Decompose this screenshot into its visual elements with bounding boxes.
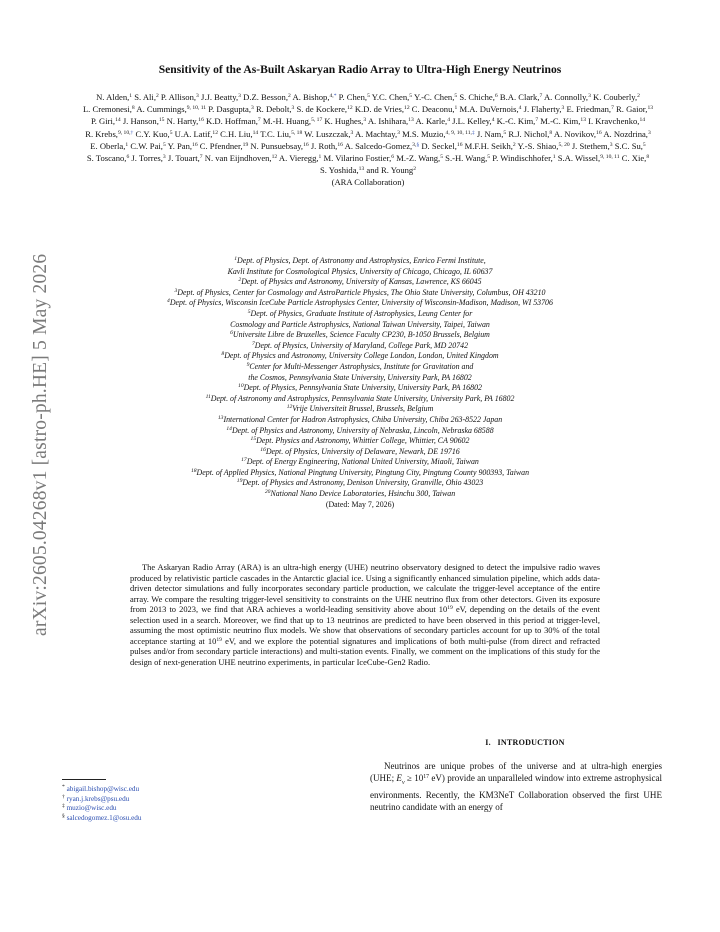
- author-affiliation-marker: 1: [318, 154, 322, 161]
- author-footnote-link[interactable]: ‡: [471, 129, 475, 136]
- intro-text-3: eV) provide an unparalleled window into extreme astrophysical environments. Recently, the KM3NeT Collaboration observed the first UHE neutrino candidate with an energy of: [370, 773, 662, 812]
- author-affiliation-marker: 6: [126, 154, 130, 161]
- abstract-text-2: eV, depending on the details of the event selection used in a search. Moreover, we find that up to 13 neutrinos are predicted to have been observed in this period at trigger-level, assuming the most optimistic neutrino flux models. We show that observations of secondary particles account for up to 30% of the total acceptance starting at 10: [130, 604, 600, 646]
- affiliation-text: Dept. of Physics, Graduate Institute of Astrophysics, Leung Center for: [250, 308, 473, 318]
- introduction-paragraph: [370, 760, 662, 813]
- author-affiliation-marker: 7: [611, 105, 614, 112]
- affiliation-text: Dept. of Physics, University of Delaware, Newark, DE 19716: [265, 446, 460, 456]
- author: J. Touart,: [167, 153, 200, 164]
- author: P. Chen,: [338, 92, 368, 102]
- author: M. Vilarino Fostier,: [323, 153, 392, 164]
- author: M.S. Muzio,: [402, 128, 446, 139]
- affiliation: [60, 415, 660, 426]
- abstract-exponent-1: 19: [447, 605, 453, 612]
- affiliation-text: Dept. of Physics and Astronomy, Denison University, Granville, Ohio 43023: [242, 478, 484, 488]
- affiliation-text: Dept. of Physics, Dept. of Astronomy and Astrophysics, Enrico Fermi Institute,: [237, 256, 486, 265]
- author-affiliation-marker: 16: [337, 141, 343, 148]
- author: I. Kravchenko,: [588, 116, 640, 127]
- dated-line: (Dated: May 7, 2026): [325, 499, 395, 509]
- author: A. Bishop,: [292, 92, 330, 102]
- author-affiliation-marker: 6: [391, 154, 395, 161]
- author: C.Y. Kuo,: [135, 128, 170, 139]
- author: P. Windischhofer,: [492, 153, 553, 164]
- author-affiliation-marker: 12: [347, 105, 353, 112]
- author-affiliation-marker: 3: [196, 93, 199, 99]
- author: J.L. Kelley,: [452, 116, 492, 127]
- author-affiliation-marker: 5: [454, 93, 458, 99]
- author-affiliation-marker: 1: [454, 105, 458, 112]
- author: S. Yoshida,: [319, 165, 359, 176]
- author-affiliation-marker: 13: [647, 105, 654, 112]
- section-heading: [432, 738, 618, 747]
- author-affiliation-marker: 2: [637, 93, 640, 99]
- author: J. Roth,: [310, 140, 338, 151]
- author-affiliation-marker: 5, 18: [291, 129, 303, 136]
- author: N. Alden,: [96, 92, 130, 102]
- author: N. Punsuebsay,: [250, 140, 304, 151]
- author: A. Cummings,: [136, 104, 187, 115]
- affiliation-text: Dept. of Physics, Wisconsin IceCube Particle Astrophysics Center, University of Wisconsin-Madison, Madison, WI 53706: [169, 298, 553, 308]
- affiliation-text: Dept. of Physics, University of Maryland, College Park, MD 20742: [254, 340, 469, 350]
- author-affiliation-marker: 3: [397, 129, 400, 136]
- affiliation: [60, 436, 660, 447]
- section-title: INTRODUCTION: [497, 738, 565, 747]
- intro-text-2: ≥ 10: [404, 773, 424, 783]
- footnote: [62, 795, 302, 805]
- author: and R. Young: [366, 165, 414, 176]
- author-affiliation-marker: 4: [491, 117, 495, 124]
- affiliation: [60, 404, 660, 415]
- author-affiliation-marker: 13: [358, 166, 365, 173]
- affiliation-text: Universite Libre de Bruxelles, Science Faculty CP230, B-1050 Brussels, Belgium: [232, 330, 490, 340]
- affiliation-number: 5: [247, 308, 251, 315]
- affiliation-number: 16: [260, 446, 266, 453]
- author-affiliation-marker: 13: [408, 117, 414, 124]
- affiliation: [60, 373, 660, 384]
- affiliation: [60, 426, 660, 437]
- author: W. Luszczak,: [304, 128, 351, 139]
- author: L. Cremonesi,: [82, 104, 132, 115]
- author-affiliation-marker: 5: [162, 141, 166, 148]
- author-affiliation-marker: 14: [115, 117, 121, 124]
- author-affiliation-marker: 4: [518, 105, 522, 112]
- author-affiliation-marker: 2: [512, 141, 516, 148]
- author-affiliation-marker: 3: [162, 154, 166, 161]
- author: N. van Eijndhoven,: [204, 153, 272, 164]
- author: C. Xie,: [621, 153, 647, 164]
- affiliation-number: 2: [238, 277, 242, 284]
- affiliation-text: the Cosmos, Pennsylvania State University, University Park, PA 16802: [248, 372, 472, 382]
- author-footnote-link[interactable]: *: [333, 93, 337, 99]
- author: R. Krebs,: [85, 128, 118, 139]
- author-affiliation-marker: 16: [198, 117, 204, 124]
- author: M.F.H. Seikh,: [464, 140, 513, 151]
- author: P. Giri,: [90, 116, 116, 127]
- author-affiliation-marker: 7: [539, 93, 543, 99]
- footnote-mark: *: [62, 784, 65, 790]
- affiliation-number: 8: [221, 351, 225, 358]
- author: R.J. Nichol,: [508, 128, 550, 139]
- author: A. Machtay,: [354, 128, 398, 139]
- author-affiliation-marker: 5, 17: [311, 117, 323, 124]
- footnote: [62, 804, 302, 814]
- author: A. Novikov,: [553, 128, 597, 139]
- author-affiliation-marker: 5: [440, 154, 444, 161]
- affiliation: [60, 394, 660, 405]
- author-affiliation-marker: 3: [251, 105, 254, 112]
- author: Y.-S. Shiao,: [517, 140, 559, 151]
- email-link[interactable]: abigail.bishop@wisc.edu: [66, 785, 140, 793]
- affiliation: [60, 267, 660, 278]
- author: S.C. Su,: [614, 140, 643, 151]
- author-affiliation-marker: 3: [350, 129, 354, 136]
- author-affiliation-marker: 13: [580, 117, 586, 124]
- affiliation: [60, 298, 660, 309]
- author-affiliation-marker: 19: [242, 141, 249, 148]
- affiliation-number: 9: [246, 361, 250, 368]
- author: S.-H. Wang,: [445, 153, 488, 164]
- affiliation-text: Dept. of Physics and Astronomy, University of Nebraska, Lincoln, Nebraska 68588: [231, 425, 494, 435]
- affiliation-number: 15: [250, 436, 257, 443]
- author: J. Flaherty,: [523, 104, 562, 115]
- author-affiliation-marker: 7: [257, 117, 261, 124]
- affiliation: [60, 489, 660, 500]
- affiliation-text: Dept. of Energy Engineering, National United University, Miaoli, Taiwan: [246, 457, 479, 467]
- author: S. Toscano,: [86, 153, 127, 164]
- author: R. Debolt,: [255, 104, 292, 115]
- author: A. Karle,: [415, 116, 448, 127]
- author-affiliation-marker: 9, 10,: [117, 129, 131, 136]
- affiliation-text: Dept. of Physics and Astronomy, University College London, London, United Kingdom: [224, 351, 499, 361]
- author-affiliation-marker: 3: [363, 117, 367, 124]
- author-affiliation-marker: 4,: [329, 93, 334, 99]
- affiliation-number: 13: [217, 414, 224, 421]
- author: K. Couberly,: [593, 92, 638, 102]
- affiliation-number: 14: [226, 425, 232, 432]
- author-footnote-link[interactable]: †: [130, 129, 134, 136]
- author: K.-C. Kim,: [496, 116, 536, 127]
- author: Y.C. Chen,: [371, 92, 410, 102]
- author: S. de Kockere,: [296, 104, 348, 115]
- author: R. Gaior,: [616, 104, 648, 115]
- affiliation-text: Center for Multi-Messenger Astrophysics, Institute for Gravitation and: [249, 361, 474, 371]
- author: T.C. Liu,: [260, 128, 292, 139]
- author-affiliation-marker: 16: [596, 129, 602, 136]
- footnote-mark: §: [62, 812, 65, 819]
- affiliation-text: Dept. Physics and Astronomy, Whittier College, Whittier, CA 90602: [256, 436, 470, 446]
- affiliation-text: Dept. of Physics, Pennsylvania State University, University Park, PA 16802: [243, 383, 482, 393]
- author-affiliation-marker: 4, 9, 10, 11,: [445, 129, 472, 136]
- affiliation-number: 6: [230, 330, 233, 337]
- author-affiliation-marker: 8: [131, 105, 135, 112]
- affiliation-text: Dept. of Applied Physics, National Pingtung University, Pingtung City, Pingtung County 900393, Taiwan: [196, 467, 530, 477]
- author: B.A. Clark,: [499, 92, 540, 102]
- arxiv-identifier: arXiv:2605.04268v1 [astro-ph.HE] 5 May 2026: [30, 253, 51, 636]
- affiliation-number: 4: [167, 298, 170, 305]
- email-link[interactable]: muzio@wisc.edu: [66, 804, 117, 813]
- affiliation: [60, 468, 660, 479]
- author-affiliation-marker: 2: [155, 93, 159, 99]
- affiliation: [60, 478, 660, 489]
- affiliation: [60, 277, 660, 288]
- author-affiliation-marker: 6: [494, 93, 498, 99]
- author-affiliation-marker: 16: [456, 141, 463, 148]
- author: S. Chiche,: [459, 92, 495, 102]
- author-affiliation-marker: 9, 10, 11: [186, 105, 207, 112]
- author: M.-H. Huang,: [262, 116, 312, 127]
- author: A. Nozdrina,: [603, 128, 648, 139]
- author: Y.-C. Chen,: [413, 92, 455, 102]
- email-link[interactable]: salcedogomez.1@osu.edu: [66, 813, 142, 822]
- author-list: [82, 91, 654, 189]
- author: C.H. Liu,: [220, 128, 253, 139]
- affiliation-number: 3: [174, 287, 178, 294]
- author: D. Seckel,: [421, 140, 457, 151]
- author: C.W. Pai,: [130, 140, 163, 151]
- affiliation: [60, 288, 660, 299]
- author: K.D. de Vries,: [354, 104, 405, 115]
- author: J. Stethem,: [571, 140, 610, 151]
- footnote: [62, 785, 302, 795]
- affiliation: [60, 457, 660, 468]
- affiliation-number: 12: [286, 404, 293, 411]
- abstract-exponent-2: 19: [216, 636, 222, 643]
- author: U.A. Latif,: [174, 128, 213, 139]
- affiliation: [60, 351, 660, 362]
- author-affiliation-marker: 12: [212, 129, 218, 136]
- affiliation-number: 18: [190, 467, 197, 474]
- author-affiliation-marker: 3: [561, 105, 565, 112]
- author-affiliation-marker: 2: [413, 166, 417, 173]
- affiliation-text: International Center for Hadron Astrophysics, Chiba University, Chiba 263-8522 Japan: [223, 414, 503, 424]
- author-affiliation-marker: 2: [288, 93, 291, 99]
- author: E. Friedman,: [566, 104, 612, 115]
- affiliation: [60, 383, 660, 394]
- author-affiliation-marker: 7: [535, 117, 539, 124]
- author: K. Hughes,: [324, 116, 364, 127]
- author-affiliation-marker: 5: [169, 129, 173, 136]
- abstract-text-1: The Askaryan Radio Array (ARA) is an ultra-high energy (UHE) neutrino observatory designed to detect the impulsive radio waves produced by relativistic particle cascades in the Antarctic glacial ice. Using a significantly enhanced simulation pipeline, which adds data-driven detector simulations and fully incorporates secondary particle production, we calculate the trigger-level acceptance of the entire array. We compare the resulting trigger-level sensitivity to constraints on the UHE neutrino flux from other detectors. Given its exposure from 2013 to 2023, we find that ARA achieves a world-leading sensitivity above about 10: [130, 562, 600, 615]
- footnotes: [62, 785, 302, 823]
- affiliation: [60, 330, 660, 341]
- affiliation-text: Dept. of Physics, Center for Cosmology and AstroParticle Physics, The Ohio State University, Columbus, OH 43210: [177, 287, 546, 297]
- author-affiliation-marker: 5: [642, 141, 646, 148]
- author-affiliation-marker: 5, 20: [558, 141, 570, 148]
- affiliation-number: 7: [251, 340, 255, 347]
- affiliation-text: Cosmology and Particle Astrophysics, National Taiwan University, Taipei, Taiwan: [230, 319, 490, 329]
- author-affiliation-marker: 1: [552, 154, 556, 161]
- author: M.-Z. Wang,: [396, 153, 441, 164]
- affiliation-text: Dept. of Physics and Astronomy, University of Kansas, Lawrence, KS 66045: [241, 277, 482, 287]
- footnote-mark: †: [62, 793, 65, 800]
- author: Y. Pan,: [167, 140, 193, 151]
- affiliation: [60, 309, 660, 320]
- author-affiliation-marker: 7: [199, 154, 203, 161]
- author-affiliation-marker: 5: [503, 129, 507, 136]
- author: J. Hanson,: [122, 116, 159, 127]
- author: S.A. Wissel,: [557, 153, 601, 164]
- author: C. Pfendner,: [199, 140, 243, 151]
- author: A. Vieregg,: [278, 153, 319, 164]
- author-affiliation-marker: 8: [549, 129, 553, 136]
- author: A. Ishihara,: [367, 116, 409, 127]
- author-affiliation-marker: 3: [238, 93, 241, 99]
- affiliation-text: Vrije Universiteit Brussel, Brussels, Belgium: [292, 404, 434, 414]
- abstract: [130, 562, 600, 667]
- author-affiliation-marker: 8: [646, 154, 650, 161]
- author: J. Nam,: [476, 128, 504, 139]
- affiliation-number: 1: [234, 256, 238, 262]
- intro-text-1: Neutrinos are unique probes of the universe and at ultra-high energies (UHE;: [370, 761, 662, 783]
- author: N. Harty,: [166, 116, 199, 127]
- author-affiliation-marker: 3: [291, 105, 295, 112]
- author-footnote-link[interactable]: §: [416, 141, 420, 148]
- author-affiliation-marker: 5: [367, 93, 370, 99]
- footnote-mark: ‡: [62, 803, 65, 810]
- affiliation-number: 10: [238, 383, 244, 390]
- affiliation-text: Dept. of Astronomy and Astrophysics, Pennsylvania State University, University Park, PA 16802: [210, 393, 515, 403]
- affiliation-list: [60, 256, 660, 510]
- affiliation-number: 20: [264, 489, 271, 496]
- author-affiliation-marker: 3: [588, 93, 591, 99]
- author-affiliation-marker: 3,: [412, 141, 417, 148]
- section-number: I.: [485, 738, 491, 747]
- author-affiliation-marker: 12: [404, 105, 410, 112]
- author-affiliation-marker: 4: [447, 117, 450, 124]
- author-affiliation-marker: 5: [487, 154, 491, 161]
- author-affiliation-marker: 14: [639, 117, 646, 124]
- author-affiliation-marker: 1: [129, 93, 133, 99]
- author: P. Allison,: [160, 92, 197, 102]
- affiliation: [60, 362, 660, 373]
- paper-title: Sensitivity of the As-Built Askaryan Radio Array to Ultra-High Energy Neutrinos: [158, 63, 562, 76]
- author-affiliation-marker: 3: [609, 141, 613, 148]
- affiliation-text: Kavli Institute for Cosmological Physics, University of Chicago, Chicago, IL 60637: [227, 266, 493, 276]
- author: M.A. DuVernois,: [459, 104, 519, 115]
- author: K.D. Hoffman,: [206, 116, 258, 127]
- abstract-text-3: eV, and we explore the potential signatures and implications of both multi-pulse (from direct and refracted pulses and/or from secondary particle interactions) and multi-station events. Finally, we comment on the implications of this study for the design of next-generation UHE neutrino experiments, in particular IceCube-Gen2 Radio.: [130, 635, 600, 667]
- author-affiliation-marker: 1: [125, 141, 129, 148]
- energy-subscript: ν: [401, 779, 405, 786]
- author: J. Torres,: [131, 153, 163, 164]
- affiliation: [60, 447, 660, 458]
- author: M.-C. Kim,: [540, 116, 581, 127]
- author-affiliation-marker: 3: [647, 129, 651, 136]
- collaboration-name: (ARA Collaboration): [331, 177, 405, 188]
- affiliation-number: 17: [241, 457, 247, 464]
- author-affiliation-marker: 16: [192, 141, 198, 148]
- energy-symbol: E: [396, 773, 402, 783]
- author-affiliation-marker: 16: [303, 141, 309, 148]
- affiliation-number: 11: [205, 393, 211, 400]
- footnote: [62, 814, 302, 824]
- affiliation-number: 19: [236, 478, 243, 485]
- author-affiliation-marker: 9, 10, 11: [600, 154, 620, 161]
- author-affiliation-marker: 5: [409, 93, 413, 99]
- affiliation: [60, 341, 660, 352]
- affiliation-text: National Nano Device Laboratories, Hsinchu 300, Taiwan: [270, 489, 456, 499]
- author: P. Dasgupta,: [208, 104, 251, 115]
- author: D.Z. Besson,: [243, 92, 288, 102]
- author: J.J. Beatty,: [200, 92, 239, 102]
- author: A. Salcedo-Gomez,: [344, 140, 413, 151]
- author: E. Oberla,: [90, 140, 126, 151]
- author: A. Connolly,: [543, 92, 589, 102]
- author: S. Ali,: [134, 92, 156, 102]
- footnote-rule: [62, 779, 106, 780]
- affiliation: [60, 256, 660, 267]
- intro-exponent: 17: [423, 774, 430, 780]
- author: C. Deaconu,: [411, 104, 455, 115]
- author-affiliation-marker: 14: [252, 129, 259, 136]
- author-affiliation-marker: 15: [158, 117, 165, 124]
- email-link[interactable]: ryan.j.krebs@psu.edu: [66, 794, 130, 803]
- affiliation: [60, 320, 660, 331]
- author-affiliation-marker: 12: [271, 154, 278, 161]
